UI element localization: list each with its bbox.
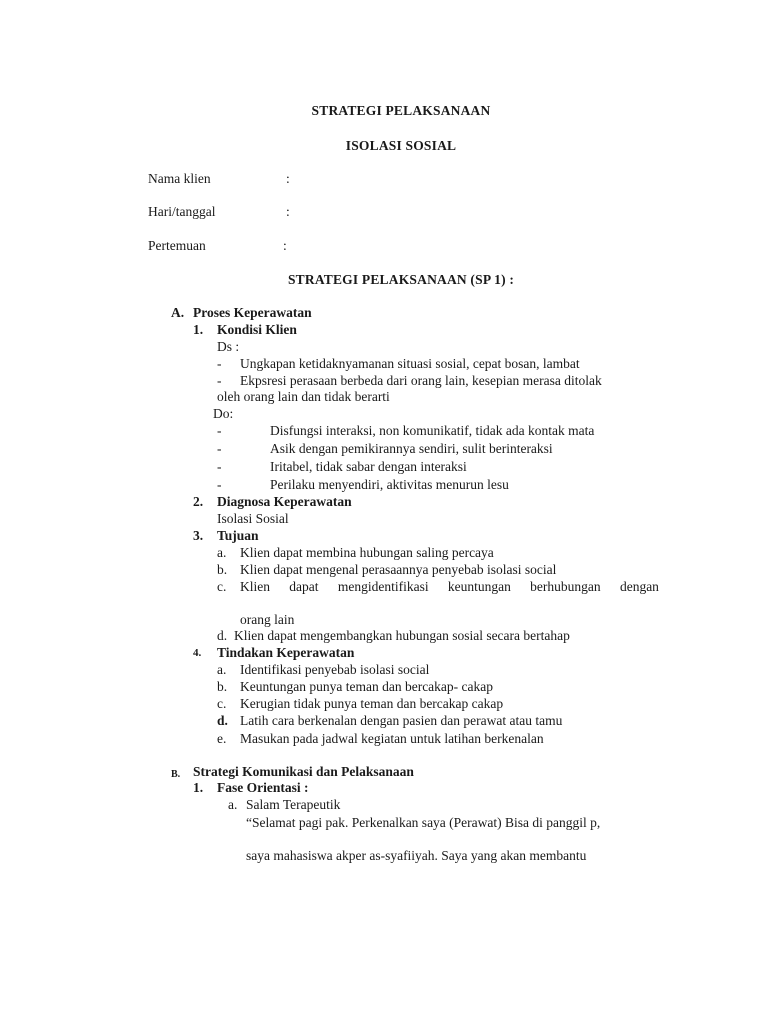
word: berhubungan [530, 579, 601, 594]
subsection-title-kondisi-klien: Kondisi Klien [217, 322, 297, 337]
list-bullet-dash: - [217, 356, 222, 371]
list-item: Klien dapat membina hubungan saling percaya [240, 545, 494, 560]
word: mengidentifikasi [337, 579, 429, 594]
subsection-title-fase-orientasi: Fase Orientasi : [217, 780, 309, 795]
subsection-number: 2. [193, 494, 204, 509]
section-b-marker: B. [171, 769, 181, 780]
field-colon: : [286, 204, 290, 219]
subsection-title-tujuan: Tujuan [217, 528, 259, 543]
dialogue-line: saya mahasiswa akper as-syafiiyah. Saya yang akan membantu [246, 848, 587, 863]
list-item: Disfungsi interaksi, non komunikatif, tidak ada kontak mata [270, 423, 595, 438]
list-letter: c. [217, 579, 227, 594]
field-label-hari-tanggal: Hari/tanggal [148, 204, 216, 219]
subsection-title-diagnosa: Diagnosa Keperawatan [217, 494, 352, 509]
list-letter: d. [217, 628, 228, 643]
list-item: Ungkapan ketidaknyamanan situasi sosial, cepat bosan, lambat [240, 356, 580, 371]
dialogue-line: “Selamat pagi pak. Perkenalkan saya (Perawat) Bisa di panggil p, [246, 815, 601, 830]
word: dengan [619, 579, 659, 594]
word: dapat [289, 579, 319, 594]
diagnosis-text: Isolasi Sosial [217, 511, 289, 526]
field-label-pertemuan: Pertemuan [148, 238, 206, 253]
list-letter: a. [228, 797, 238, 812]
section-a-title: Proses Keperawatan [193, 305, 312, 320]
subsection-number: 1. [193, 780, 204, 795]
list-item: Klien dapat mengenal perasaannya penyebab isolasi social [240, 562, 557, 577]
word: keuntungan [447, 579, 511, 594]
list-item-justified [240, 579, 659, 596]
field-colon: : [283, 238, 287, 253]
list-item: Klien dapat mengembangkan hubungan sosial secara bertahap [234, 628, 570, 643]
list-letter: a. [217, 545, 227, 560]
list-letter: d. [217, 713, 228, 728]
list-item: Masukan pada jadwal kegiatan untuk latihan berkenalan [240, 731, 544, 746]
field-colon: : [286, 171, 290, 186]
list-letter: c. [217, 696, 227, 711]
list-item: Ekpsresi perasaan berbeda dari orang lain, kesepian merasa ditolak [240, 373, 602, 388]
list-item-continuation: oleh orang lain dan tidak berarti [217, 389, 390, 404]
list-bullet-dash: - [217, 423, 222, 438]
do-label: Do: [213, 406, 234, 421]
list-item: Asik dengan pemikirannya sendiri, sulit berinteraksi [270, 441, 553, 456]
list-letter: a. [217, 662, 227, 677]
list-letter: e. [217, 731, 227, 746]
subsection-number: 3. [193, 528, 204, 543]
subsection-number: 4. [193, 647, 202, 659]
subsection-title-tindakan: Tindakan Keperawatan [217, 645, 355, 660]
list-bullet-dash: - [217, 373, 222, 388]
list-bullet-dash: - [217, 477, 222, 492]
list-item: Iritabel, tidak sabar dengan interaksi [270, 459, 467, 474]
word: Klien [240, 579, 270, 594]
field-label-nama-klien: Nama klien [148, 171, 211, 186]
section-a-marker: A. [171, 305, 185, 320]
section-b-title: Strategi Komunikasi dan Pelaksanaan [193, 764, 414, 779]
list-item: Perilaku menyendiri, aktivitas menurun lesu [270, 477, 509, 492]
document-subtitle: ISOLASI SOSIAL [345, 138, 457, 153]
ds-label: Ds : [217, 339, 240, 354]
sp-heading: STRATEGI PELAKSANAAN (SP 1) : [287, 272, 515, 287]
list-item: Latih cara berkenalan dengan pasien dan perawat atau tamu [240, 713, 563, 728]
list-item: Kerugian tidak punya teman dan bercakap cakap [240, 696, 504, 711]
list-item: Salam Terapeutik [246, 797, 341, 812]
list-item: Identifikasi penyebab isolasi social [240, 662, 430, 677]
document-title: STRATEGI PELAKSANAAN [311, 103, 491, 118]
list-letter: b. [217, 679, 228, 694]
list-bullet-dash: - [217, 441, 222, 456]
list-bullet-dash: - [217, 459, 222, 474]
list-item: Keuntungan punya teman dan bercakap- cakap [240, 679, 494, 694]
subsection-number: 1. [193, 322, 204, 337]
list-letter: b. [217, 562, 228, 577]
list-item-continuation: orang lain [240, 612, 295, 627]
